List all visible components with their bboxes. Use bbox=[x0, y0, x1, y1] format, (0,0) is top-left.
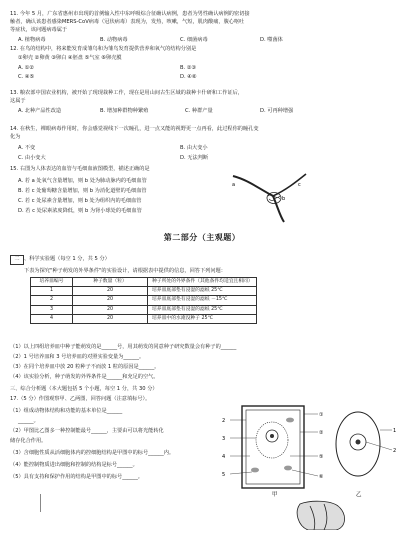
cell-label-right-1: 1 bbox=[393, 428, 397, 434]
q17-sub2: （2）甲图比乙图多一种控制能最号______，主要由可以将光能转化 bbox=[10, 428, 164, 434]
q14-option-b: B. 由大变小 bbox=[180, 145, 208, 151]
q12-parts: ①卵壳 ②卵黄 ③卵白 ④胚盘 ⑤气室 ⑥卵壳膜 bbox=[18, 55, 122, 61]
q14-stem-line1: 14. 在秋生，裸眼病毒作用时，你会感觉视线下一次瞳孔，进一点又能的视野更一点再看，此过程你的瞳孔变 bbox=[10, 126, 259, 132]
q12-stem: 12. 在鸟的结构中，将来能发育成雏鸟和为雏鸟发育提供营养和氧气的结构分别是 bbox=[10, 46, 197, 52]
cell-label-mid-1: ① bbox=[319, 412, 324, 418]
cell: 4 bbox=[31, 314, 73, 323]
table-row bbox=[31, 296, 257, 305]
q15-option-c: C. 若 c 处尿素含量增加，则 b 处为组织内的毛细血管 bbox=[18, 198, 142, 204]
q13-option-a: A. 北种产品性改造 bbox=[18, 108, 62, 114]
q15-option-d: D. 若 c 处尿素浓度降低，则 b 为肾小球处的毛细血管 bbox=[18, 208, 142, 214]
table-row bbox=[31, 305, 257, 314]
experiment-table bbox=[30, 277, 257, 324]
q12-option-b: B. ②③ bbox=[180, 65, 197, 71]
label-b: b bbox=[282, 196, 286, 202]
q16-heading: 、科学实验题（每空 1 分，共 5 分） bbox=[24, 256, 110, 262]
q16-sub1: （1）以上四组培养皿中种子能萌发的是______号，用其萌发的同意种子研究数量会有种子的______ bbox=[10, 344, 237, 350]
q13-option-c: C. 种群产量 bbox=[185, 108, 213, 114]
cell: 培养皿底部垫有浸湿的滤纸 25℃ bbox=[148, 287, 257, 296]
section-title: 第二部分（主观题） bbox=[163, 233, 241, 242]
q14-stem-line2: 化为 bbox=[10, 134, 21, 140]
cell-label-left-2: 3 bbox=[222, 436, 226, 442]
q13-option-b: B. 增加种群物种繁殖 bbox=[100, 108, 149, 114]
cell: 3 bbox=[31, 305, 73, 314]
cell-label-mid-3: ⑤ bbox=[319, 454, 324, 460]
q11-option-a: A. 植物病毒 bbox=[18, 37, 46, 43]
cell: 1 bbox=[31, 287, 73, 296]
table-header-row bbox=[31, 278, 257, 287]
q16-sub3: （3）在同个培养皿中放 20 粒种子不而放 1 粒的原因是______。 bbox=[10, 364, 160, 370]
q17-sub2-cont: 储存化合作用。 bbox=[10, 438, 47, 444]
cell: 培养皿底部垫有浸湿的滤纸 －15℃ bbox=[148, 296, 257, 305]
q11-option-c: C. 细菌病毒 bbox=[180, 37, 208, 43]
cell-diagrams bbox=[220, 400, 400, 530]
table-row bbox=[31, 314, 257, 323]
q17-heading: 三、综合分析题（本大题包括 5 个小题，每空 1 分，共 30 分） bbox=[10, 386, 158, 392]
cell: 20 bbox=[73, 287, 148, 296]
q17-sub4: （4）能控制物质进出细胞和控制的结构是标号______。 bbox=[10, 462, 138, 468]
q14-option-d: D. 无法判断 bbox=[180, 155, 209, 161]
cell-label-mid-4: ⑥ bbox=[319, 474, 324, 480]
q14-option-a: A. 不变 bbox=[18, 145, 36, 151]
header-dish: 培养皿编号 bbox=[31, 278, 73, 287]
q15-stem: 15. 右图为人体表达的血管与毛细血液图模型，描述正确的是 bbox=[10, 166, 150, 172]
cell-label-right-2: 2 bbox=[393, 448, 397, 454]
q13-stem-line1: 13. 粮农部中国农业机构，被开始了现现栽种工作，现在是用山间古生区域的栽种卡什研和工作证后， bbox=[10, 90, 243, 96]
q15-option-b: B. 若 c 处葡萄糖含量增加，则 b 为消化道壁的毛细血管 bbox=[18, 188, 147, 194]
q11-option-b: B. 动物病毒 bbox=[100, 37, 128, 43]
caption-yi: 乙 bbox=[356, 492, 362, 498]
q16-sub4: （4）该实验分析，种子萌发的外界条件是______和充足的空气。 bbox=[10, 374, 159, 380]
q17-sub1: （1）组成动物体结构和功能的基本单位是______ bbox=[10, 408, 123, 414]
table-row bbox=[31, 287, 257, 296]
caption-jia: 甲 bbox=[272, 492, 278, 498]
label-c: c bbox=[298, 182, 301, 188]
q12-option-a: A. ①② bbox=[18, 65, 35, 71]
cell: 培养皿中的水淹没种子 25℃ bbox=[148, 314, 257, 323]
cell-label-mid-2: ② bbox=[319, 430, 324, 436]
q11-stem-line2: 触者，确认该患者感染MERS-CoV病毒（冠状病毒）表现为，发热，咳嗽，气短，肌肉酸痛，腹心呕吐 bbox=[10, 19, 245, 25]
cell: 20 bbox=[73, 314, 148, 323]
q12-option-d: D. ④⑥ bbox=[180, 74, 197, 80]
capillary-diagram bbox=[228, 168, 308, 224]
header-seed-count: 种子数量（粒） bbox=[73, 278, 148, 287]
cell: 20 bbox=[73, 296, 148, 305]
q13-option-d: D. 可再种增强 bbox=[260, 108, 294, 114]
header-condition: 种子所处的外界条件（其他条件均适宜且相同） bbox=[148, 278, 257, 287]
cell: 2 bbox=[31, 296, 73, 305]
q16-sub2: （2）1 号培养皿和 3 号培养皿的对照实验变量为______。 bbox=[10, 354, 145, 360]
q14-option-c: C. 由小变大 bbox=[18, 155, 46, 161]
margin-line bbox=[40, 494, 41, 512]
q11-stem-line1: 11. 今年 5 月，广东省惠州市出现的首例输入性中东呼吸综合征确认病例，患者为男性确认病例的密切接 bbox=[10, 11, 250, 17]
q11-stem-line3: 等症状，该问题病毒属于 bbox=[10, 27, 68, 33]
q17-stem: 17.（5 分）作图观察甲、乙两图，回答问题（注意填标号）。 bbox=[10, 396, 151, 402]
q17-sub5: （5）具有支持和保护作用的结构是甲图中的标号______。 bbox=[10, 474, 143, 480]
q11-option-d: D. 噬菌体 bbox=[260, 37, 283, 43]
cell-label-left-1: 2 bbox=[222, 418, 226, 424]
cell-label-left-3: 4 bbox=[222, 454, 226, 460]
section-bracket: 二 bbox=[10, 255, 24, 265]
cell-label-left-4: 5 bbox=[222, 472, 226, 478]
q16-intro: 下表为探究"种子萌发的外界条件"的实验设计，请根据表中提供的信息，回答下列问题： bbox=[24, 268, 226, 274]
q13-stem-line2: 这属于 bbox=[10, 98, 26, 104]
q15-option-a: A. 若 a 处氧气含量增加，则 b 处为肺动脉内的毛细血管 bbox=[18, 178, 147, 184]
q17-sub1-cont: ______。 bbox=[18, 418, 39, 424]
label-a: a bbox=[232, 182, 236, 188]
cell: 培养皿底部垫有浸湿的滤纸 25℃ bbox=[148, 305, 257, 314]
cell: 20 bbox=[73, 305, 148, 314]
q17-sub3: （3）含细胞性质从活细胞体内的控细胞结构是甲图中的标号______内。 bbox=[10, 450, 175, 456]
q12-option-c: C. ④⑤ bbox=[18, 74, 35, 80]
